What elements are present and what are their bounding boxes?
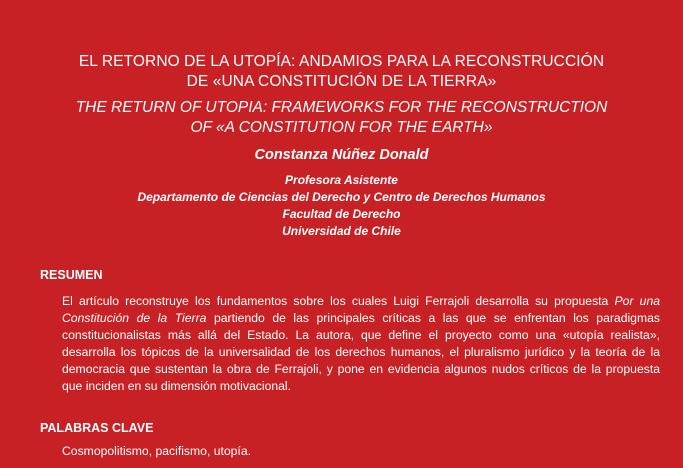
- affiliation-university: Universidad de Chile: [282, 224, 401, 238]
- author-affiliation: [0, 172, 683, 240]
- title-english-line-1: THE RETURN OF UTOPIA: FRAMEWORKS FOR THE RECONSTRUCTION: [75, 99, 608, 116]
- abstract-text-part-1: El artículo reconstruye los fundamentos sobre los cuales Luigi Ferrajoli desarrolla su propuesta: [62, 294, 615, 308]
- affiliation-position: Profesora Asistente: [285, 173, 398, 187]
- abstract-body: [62, 293, 660, 395]
- title-spanish-line-2: DE «UNA CONSTITUCIÓN DE LA TIERRA»: [186, 73, 497, 90]
- abstract-text-part-2: partiendo de las principales críticas a las que se enfrentan los paradigmas constitucionalistas más allá del Estado. La autora, que define el proyecto como una «utopía realista», desarrolla los tópicos de la universalidad de los derechos humanos, el pluralismo jurídico y la teoría de la democracia que sustentan la obra de Ferrajoli, y pone en evidencia algunos nudos críticos de la propuesta que inciden en su dimensión motivacional.: [62, 311, 660, 393]
- title-spanish: [0, 52, 683, 92]
- title-english-line-2: OF «A CONSTITUTION FOR THE EARTH»: [190, 119, 493, 136]
- title-english: [0, 98, 683, 138]
- abstract-heading: RESUMEN: [40, 268, 103, 282]
- affiliation-department: Departamento de Ciencias del Derecho y Centro de Derechos Humanos: [137, 190, 546, 204]
- keywords-heading: PALABRAS CLAVE: [40, 421, 154, 435]
- keywords-list: Cosmopolitismo, pacifismo, utopía.: [62, 444, 251, 458]
- affiliation-faculty: Facultad de Derecho: [282, 207, 401, 221]
- author-name: Constanza Núñez Donald: [254, 147, 429, 163]
- abstract-book-title: Por una Constitución de la Tierra: [62, 294, 661, 325]
- title-spanish-line-1: EL RETORNO DE LA UTOPÍA: ANDAMIOS PARA LA RECONSTRUCCIÓN: [78, 53, 605, 70]
